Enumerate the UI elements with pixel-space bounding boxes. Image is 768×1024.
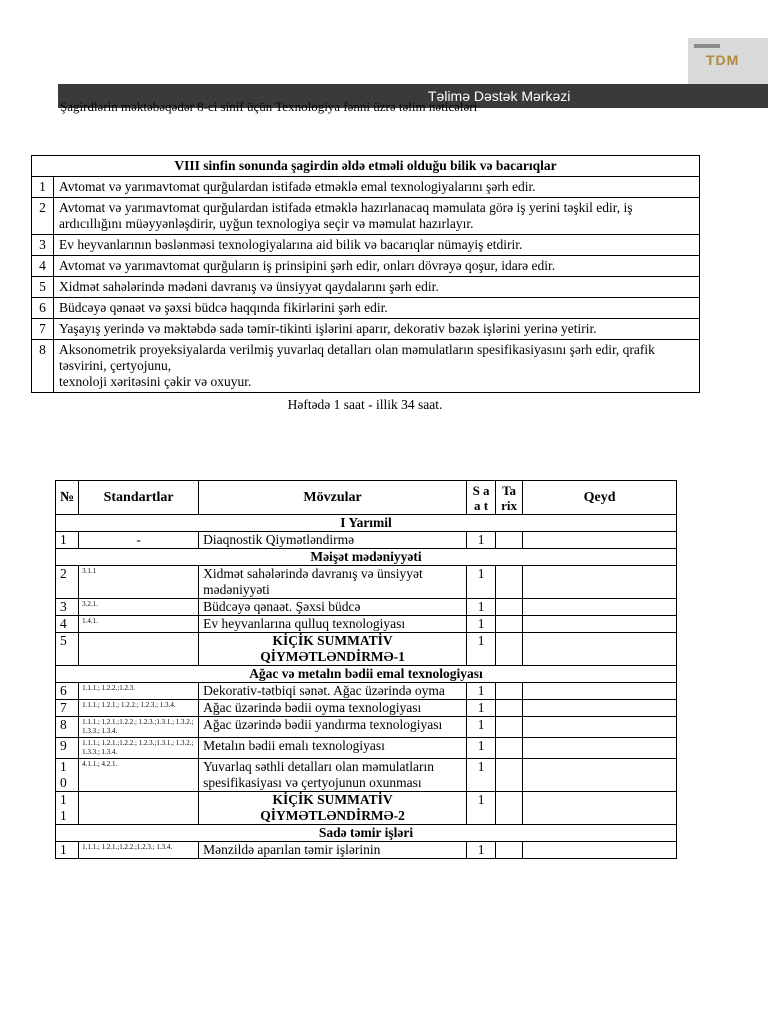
row-number: 1 0 [56, 759, 79, 792]
outcome-text-part1: Aksonometrik proyeksiyalarda verilmiş yuvarlaq detalları olan məmulatların spesifikasiyasını şərh edir, qrafik təsvirini, çertyojunu, [59, 342, 655, 373]
row-note [523, 633, 677, 666]
row-number: 4 [56, 616, 79, 633]
row-number: 3 [56, 599, 79, 616]
col-note: Qeyd [523, 481, 677, 515]
row-topic: KİÇİK SUMMATİV QİYMƏTLƏNDİRMƏ-1 [199, 633, 467, 666]
section-heading: Məişət mədəniyyəti [56, 549, 677, 566]
learning-outcomes-table [31, 155, 700, 393]
row-note [523, 616, 677, 633]
row-hours: 1 [467, 633, 496, 666]
outcome-text [54, 340, 700, 393]
row-number: 1 [56, 842, 79, 859]
row-hours: 1 [467, 532, 496, 549]
row-topic: Ağac üzərində bədii yandırma texnologiyası [199, 717, 467, 738]
row-standards: 1.4.1. [79, 616, 199, 633]
outcome-row [32, 319, 700, 340]
outcome-number: 5 [32, 277, 54, 298]
row-number: 6 [56, 683, 79, 700]
row-note [523, 532, 677, 549]
tdm-logo [688, 38, 768, 84]
row-date [496, 599, 523, 616]
outcome-text: Xidmət sahələrində mədəni davranış və ünsiyyət qaydalarını şərh edir. [54, 277, 700, 298]
outcome-number: 7 [32, 319, 54, 340]
outcome-text: Avtomat və yarımavtomat qurğulardan istifadə etməklə hazırlanacaq məmulata görə iş yerini təşkil edir, iş ardıcıllığını müəyyənləşdirir, uyğun texnologiya seçir və məmulat hazırlayır. [54, 198, 700, 235]
table-row [56, 566, 677, 599]
row-number: 9 [56, 738, 79, 759]
row-topic: Dekorativ-tətbiqi sənət. Ağac üzərində oyma [199, 683, 467, 700]
row-hours: 1 [467, 717, 496, 738]
row-date [496, 842, 523, 859]
row-hours: 1 [467, 700, 496, 717]
row-hours: 1 [467, 738, 496, 759]
row-date [496, 633, 523, 666]
row-standards: - [79, 532, 199, 549]
col-standards: Standartlar [79, 481, 199, 515]
row-note [523, 566, 677, 599]
outcome-row [32, 298, 700, 319]
row-note [523, 599, 677, 616]
row-topic: Metalın bədii emalı texnologiyası [199, 738, 467, 759]
outcome-number: 6 [32, 298, 54, 319]
row-hours: 1 [467, 683, 496, 700]
row-note [523, 738, 677, 759]
row-hours: 1 [467, 792, 496, 825]
table-row [56, 633, 677, 666]
table-row [56, 738, 677, 759]
row-number: 1 [56, 532, 79, 549]
row-standards: 1.1.1.; 1.2.1.;1.2.2.;1.2.3.; 1.3.4. [79, 842, 199, 859]
row-note [523, 792, 677, 825]
table-row [56, 532, 677, 549]
row-note [523, 759, 677, 792]
row-topic: Diaqnostik Qiymətləndirmə [199, 532, 467, 549]
col-date: Ta rix [496, 481, 523, 515]
outcome-number: 2 [32, 198, 54, 235]
outcome-text: Ev heyvanlarının bəslənməsi texnologiyalarına aid bilik və bacarıqlar nümayiş etdirir. [54, 235, 700, 256]
row-hours: 1 [467, 759, 496, 792]
table-row [56, 792, 677, 825]
row-topic: Mənzildə aparılan təmir işlərinin [199, 842, 467, 859]
row-number: 1 1 [56, 792, 79, 825]
row-standards: 4.1.1.; 4.2.1. [79, 759, 199, 792]
row-standards: 1.1.1.; 1.2.2.;1.2.3. [79, 683, 199, 700]
row-standards [79, 633, 199, 666]
row-topic: KİÇİK SUMMATİV QİYMƏTLƏNDİRMƏ-2 [199, 792, 467, 825]
row-standards: 1.1.1.; 1.2.1.;1.2.2.; 1.2.3.;1.3.1.; 1.3.2.; 1.3.3.; 1.3.4. [79, 717, 199, 738]
row-hours: 1 [467, 566, 496, 599]
row-note [523, 842, 677, 859]
row-number: 5 [56, 633, 79, 666]
outcome-row [32, 198, 700, 235]
outcome-text: Yaşayış yerində və məktəbdə sadə təmir-tikinti işlərini aparır, dekorativ bəzək işlərini yerinə yetirir. [54, 319, 700, 340]
outcomes-title: VIII sinfin sonunda şagirdin əldə etməli olduğu bilik və bacarıqlar [32, 156, 700, 177]
col-topics: Mövzular [199, 481, 467, 515]
outcome-row [32, 177, 700, 198]
row-date [496, 566, 523, 599]
row-topic: Ağac üzərində bədii oyma texnologiyası [199, 700, 467, 717]
row-standards [79, 792, 199, 825]
outcome-row [32, 277, 700, 298]
outcome-number: 1 [32, 177, 54, 198]
outcome-row [32, 340, 700, 393]
outcome-text: Avtomat və yarımavtomat qurğuların iş prinsipini şərh edir, onları dövrəyə qoşur, idarə edir. [54, 256, 700, 277]
table-row [56, 616, 677, 633]
row-number: 8 [56, 717, 79, 738]
outcome-text: Avtomat və yarımavtomat qurğulardan istifadə etməklə emal texnologiyalarını şərh edir. [54, 177, 700, 198]
outcome-text-part2: texnoloji xəritəsini çəkir və oxuyur. [59, 374, 252, 389]
table-row [56, 759, 677, 792]
row-date [496, 683, 523, 700]
row-standards: 1.1.1.; 1.2.1.; 1.2.2.; 1.2.3.; 1.3.4. [79, 700, 199, 717]
row-note [523, 700, 677, 717]
outcome-row [32, 235, 700, 256]
row-standards: 3.2.1. [79, 599, 199, 616]
row-topic: Ev heyvanlarına qulluq texnologiyası [199, 616, 467, 633]
outcome-row [32, 256, 700, 277]
weekly-hours-note: Həftədə 1 saat - illik 34 saat. [287, 397, 443, 412]
row-date [496, 700, 523, 717]
row-topic: Yuvarlaq səthli detalları olan məmulatların spesifikasiyası və çertyojunun oxunması [199, 759, 467, 792]
outcome-number: 8 [32, 340, 54, 393]
row-note [523, 683, 677, 700]
row-date [496, 792, 523, 825]
row-hours: 1 [467, 842, 496, 859]
row-hours: 1 [467, 616, 496, 633]
col-number: № [56, 481, 79, 515]
row-note [523, 717, 677, 738]
section-heading: Ağac və metalın bədii emal texnologiyası [56, 666, 677, 683]
table-row [56, 700, 677, 717]
col-hours: S a a t [467, 481, 496, 515]
row-number: 2 [56, 566, 79, 599]
row-topic: Büdcəyə qənaət. Şəxsi büdcə [199, 599, 467, 616]
table-row [56, 599, 677, 616]
row-topic: Xidmət sahələrində davranış və ünsiyyət mədəniyyəti [199, 566, 467, 599]
row-date [496, 616, 523, 633]
table-row [56, 842, 677, 859]
obscured-heading-line: Şagirdlərin məktəbəqədər 8-ci sinif üçün Texnologiya fənni üzrə təlim nəticələri [60, 99, 478, 114]
semester-heading: I Yarımil [56, 515, 677, 532]
row-date [496, 738, 523, 759]
table-row [56, 717, 677, 738]
outcome-number: 3 [32, 235, 54, 256]
lesson-plan-table [55, 480, 677, 859]
row-date [496, 759, 523, 792]
outcome-number: 4 [32, 256, 54, 277]
outcome-text: Büdcəyə qənaət və şəxsi büdcə haqqında fikirlərini şərh edir. [54, 298, 700, 319]
banner-title: Təlimə Dəstək Mərkəzi [428, 88, 571, 104]
row-standards: 3.1.1 [79, 566, 199, 599]
row-date [496, 717, 523, 738]
row-number: 7 [56, 700, 79, 717]
row-standards: 1.1.1.; 1.2.1.;1.2.2.; 1.2.3.;1.3.1.; 1.3.2.; 1.3.3.; 1.3.4. [79, 738, 199, 759]
logo-text: TDM [706, 52, 740, 68]
logo-caption-mark [694, 44, 720, 48]
row-hours: 1 [467, 599, 496, 616]
row-date [496, 532, 523, 549]
table-row [56, 683, 677, 700]
section-heading: Sadə təmir işləri [56, 825, 677, 842]
